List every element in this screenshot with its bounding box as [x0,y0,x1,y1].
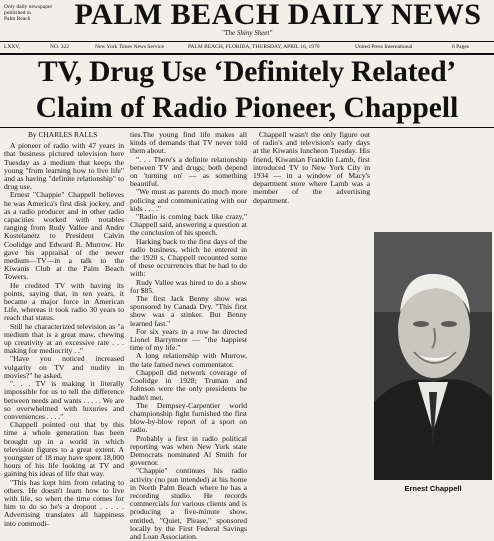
paragraph: A long relationship with Murrow, the late famed news commentator. [130,351,247,369]
portrait-illustration [374,232,492,480]
news-service: United Press International [355,44,413,50]
dateline: PALM BEACH, FLORIDA, THURSDAY, APRIL 16, 1970 [188,44,320,50]
paragraph: "This has kept him from relating to others. He doesn't learn how to live with life, so when the time comes for him to do so he's a dropout . . . . . Advertising translates all happiness into commodi- [4,477,124,528]
ear-line: published in [4,10,32,16]
paragraph: "Radio is coming back like crazy," Chappell said, answering a question at the conclusion of his speech. [130,212,247,238]
issue-number: NO. 322 [50,44,69,50]
article-column [4,131,124,528]
photo-caption: Ernest Chappell [404,484,462,493]
article-column [130,131,247,541]
paragraph: A pioneer of radio with 47 years in that business pictured television here Tuesday as a medium that keeps the young "from learning how to live life" and as having "definite relationship" to drug use. [4,141,124,192]
paragraph: Chappell pointed out that by this time a whole generation has been brought up in a world in which television figures to a great extent. A youngster of 18 may have spent 18,000 hours of his life looking at TV and gaining his ideas of life that way. [4,420,124,479]
page-count: 6 Pages [452,44,469,50]
paragraph: ". . . TV is making it literally impossible for us to tell the difference between needs and wants . . . . . We are so overwhelmed with luxuries and conveniences . . . ." [4,379,124,421]
paragraph: ties.The young find life makes all kinds of demands that TV never told them about. [130,130,247,156]
paragraph: Chappell wasn't the only figure out of radio's and television's early days at the Kiwanis luncheon Tuesday. His friend, Kiwanian Franklin Lamb, first introduced TV to New York City in 1934 — in a window of Macy's department store where Lamb was a member of the advertising department. [253,130,370,205]
paragraph: "Chappie" continues his radio activity (no pun intended) at his home in North Palm Beach where he has a recording studio. He records commercials for various clients and is producing a five-minute show, entitled, "Quiet, Please," sponsored locally by the First Federal Savings and Loan Association. [130,466,247,541]
ear-line: Only daily newspaper [4,4,53,10]
paragraph: Probably a first in radio political reporting was when New York state Democrats nominated Al Smith for governor. [130,433,247,468]
paragraph: Harking back to the first days of the radio business, which he entered in the 1920 s, Chappell recounted some of these occurrences that he had to do with: [130,236,247,279]
paragraph: Ernest "Chappie" Chappell believes he was America's first disk jockey, and as a radio producer and in other radio capacities worked with notables ranging from Rudy Vallee and Andre Kostelanetz to President Calvin Coolidge and Edward R. Murrow. He gave his appraisal of the newer medium—TV—in a talk to the Kiwanis Club at the Palm Beach Towers. [4,190,124,282]
masthead-title: PALM BEACH DAILY NEWS [74,0,482,31]
article-column [253,131,370,205]
info-bar [0,43,494,53]
paragraph: Rudy Vallee was hired to do a show for $85. [130,277,247,295]
volume: LXXV, [4,44,20,50]
divider [0,53,494,55]
paragraph: "Have you noticed increased vulgarity on TV and nudity in movies?" he asked. [4,354,124,380]
ear-line: Palm Beach [4,16,31,22]
divider [0,41,494,42]
divider [0,127,494,128]
byline: By CHARLES RALLS [28,130,98,139]
paragraph: "We must as parents do much more policing and communicating with our kids . . . ." [130,187,247,213]
paragraph: The Dempsey-Carpentier world championship fight furnished the first blow-by-blow report of a sport on radio. [130,400,247,435]
paragraph: Still he characterized television as "a medium that is a great maw, chewing up creativity at an excessive rate . . . making for mediocrity . ." [4,321,124,356]
paragraph: ". . . There's a definite relationship between TV and drugs; both depend on 'turning on' — as something beautiful. [130,154,247,189]
portrait-photo [374,232,492,480]
paragraph: He credited TV with having its points, saying that, in ten years, it became a major force in American Life, whereas it took radio 30 years to reach that status. [4,280,124,323]
news-service: New York Times News Service [95,44,164,50]
paragraph: For six years in a row he directed Lionel Barrymore — "the happiest time of my life." [130,326,247,353]
ear-notice [4,4,64,22]
headline: TV, Drug Use ‘Definitely Related’ [37,56,457,88]
masthead-tagline: "The Shiny Sheet" [221,29,273,37]
paragraph: The first Jack Benny show was sponsored by Canada Dry. "This first show was a stinker. But Benny learned fast." [130,294,247,328]
headline: Claim of Radio Pioneer, Chappell [35,92,459,124]
paragraph: Chappell did network coverage of Coolidge in 1928; Truman and Johnson were the only presidents he hadn't met. [130,367,247,402]
